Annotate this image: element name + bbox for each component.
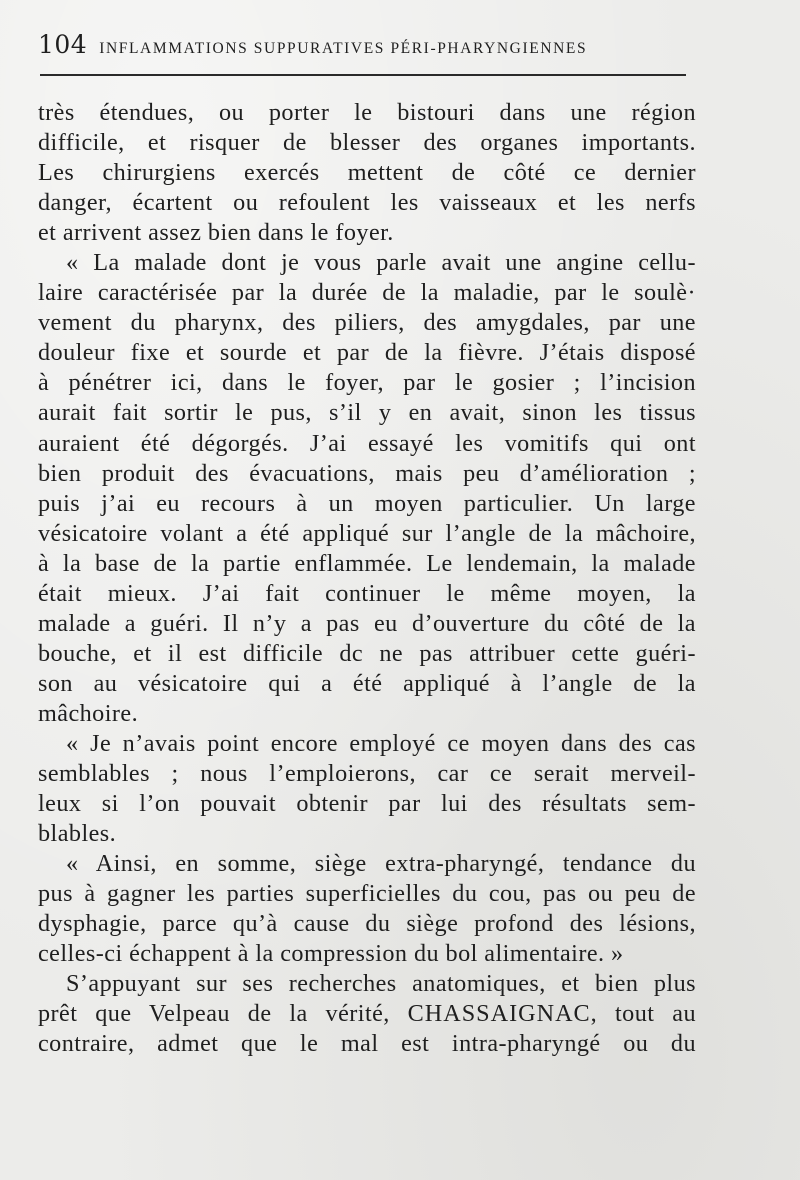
text-line: Les chirurgiens exercés mettent de côté ce dernier	[38, 159, 696, 187]
text-line: dysphagie, parce qu’à cause du siège profond des lésions,	[38, 910, 696, 938]
text-segment: prêt que Velpeau de la vérité,	[38, 1000, 390, 1028]
text-line: auraient été dégorgés. J’ai essayé les vomitifs qui ont	[38, 429, 696, 457]
text-line: leux si l’on pouvait obtenir par lui des résultats sem-	[38, 790, 696, 818]
text-line: à pénétrer ici, dans le foyer, par le gosier ; l’incision	[38, 369, 696, 397]
text-line: malade a guéri. Il n’y a pas eu d’ouverture du côté de la	[38, 609, 696, 637]
text-line: pus à gagner les parties superficielles du cou, pas ou peu de	[38, 880, 696, 908]
text-line: difficile, et risquer de blesser des organes importants.	[38, 129, 696, 157]
paragraph-start-line: « La malade dont je vous parle avait une angine cellu-	[66, 249, 696, 277]
text-line: son au vésicatoire qui a été appliqué à l’angle de la	[38, 669, 696, 697]
text-line: danger, écartent ou refoulent les vaisseaux et les nerfs	[38, 189, 696, 217]
header-rule	[40, 74, 686, 76]
paragraph-start-line: S’appuyant sur ses recherches anatomiques, et bien plus	[66, 970, 696, 998]
text-line: et arrivent assez bien dans le foyer.	[38, 219, 394, 247]
text-line: blables.	[38, 820, 117, 848]
text-line: aurait fait sortir le pus, s’il y en avait, sinon les tissus	[38, 399, 696, 427]
running-title: INFLAMMATIONS SUPPURATIVES PÉRI-PHARYNGIENNES	[99, 40, 588, 57]
text-line-with-name	[38, 999, 696, 1029]
running-head	[38, 30, 698, 64]
text-line: puis j’ai eu recours à un moyen particulier. Un large	[38, 489, 696, 517]
text-line: très étendues, ou porter le bistouri dans une région	[38, 99, 696, 126]
text-segment: , tout au	[590, 1000, 696, 1028]
paragraph-start-line: « Je n’avais point encore employé ce moyen dans des cas	[66, 729, 696, 757]
text-line: bouche, et il est difficile dc ne pas attribuer cette guéri-	[38, 639, 696, 667]
body-text	[38, 98, 696, 1060]
text-line: celles-ci échappent à la compression du bol alimentaire. »	[38, 940, 624, 968]
page-number: 104	[38, 30, 88, 59]
text-line: bien produit des évacuations, mais peu d’amélioration ;	[38, 459, 696, 487]
text-line: mâchoire.	[38, 699, 139, 727]
text-line: vement du pharynx, des piliers, des amygdales, par une	[38, 309, 696, 337]
text-line: vésicatoire volant a été appliqué sur l’angle de la mâchoire,	[38, 519, 696, 547]
text-line: contraire, admet que le mal est intra-pharyngé ou du	[38, 1030, 696, 1058]
text-line: était mieux. J’ai fait continuer le même moyen, la	[38, 579, 696, 607]
author-name: CHASSAIGNAC	[407, 1000, 591, 1028]
text-line: laire caractérisée par la durée de la maladie, par le soulè·	[38, 279, 696, 307]
paragraph-start-line: « Ainsi, en somme, siège extra-pharyngé, tendance du	[66, 850, 696, 878]
text-line: douleur fixe et sourde et par de la fièvre. J’étais disposé	[38, 339, 696, 367]
text-line: à la base de la partie enflammée. Le lendemain, la malade	[38, 549, 696, 577]
text-line: semblables ; nous l’emploierons, car ce serait merveil-	[38, 760, 696, 788]
